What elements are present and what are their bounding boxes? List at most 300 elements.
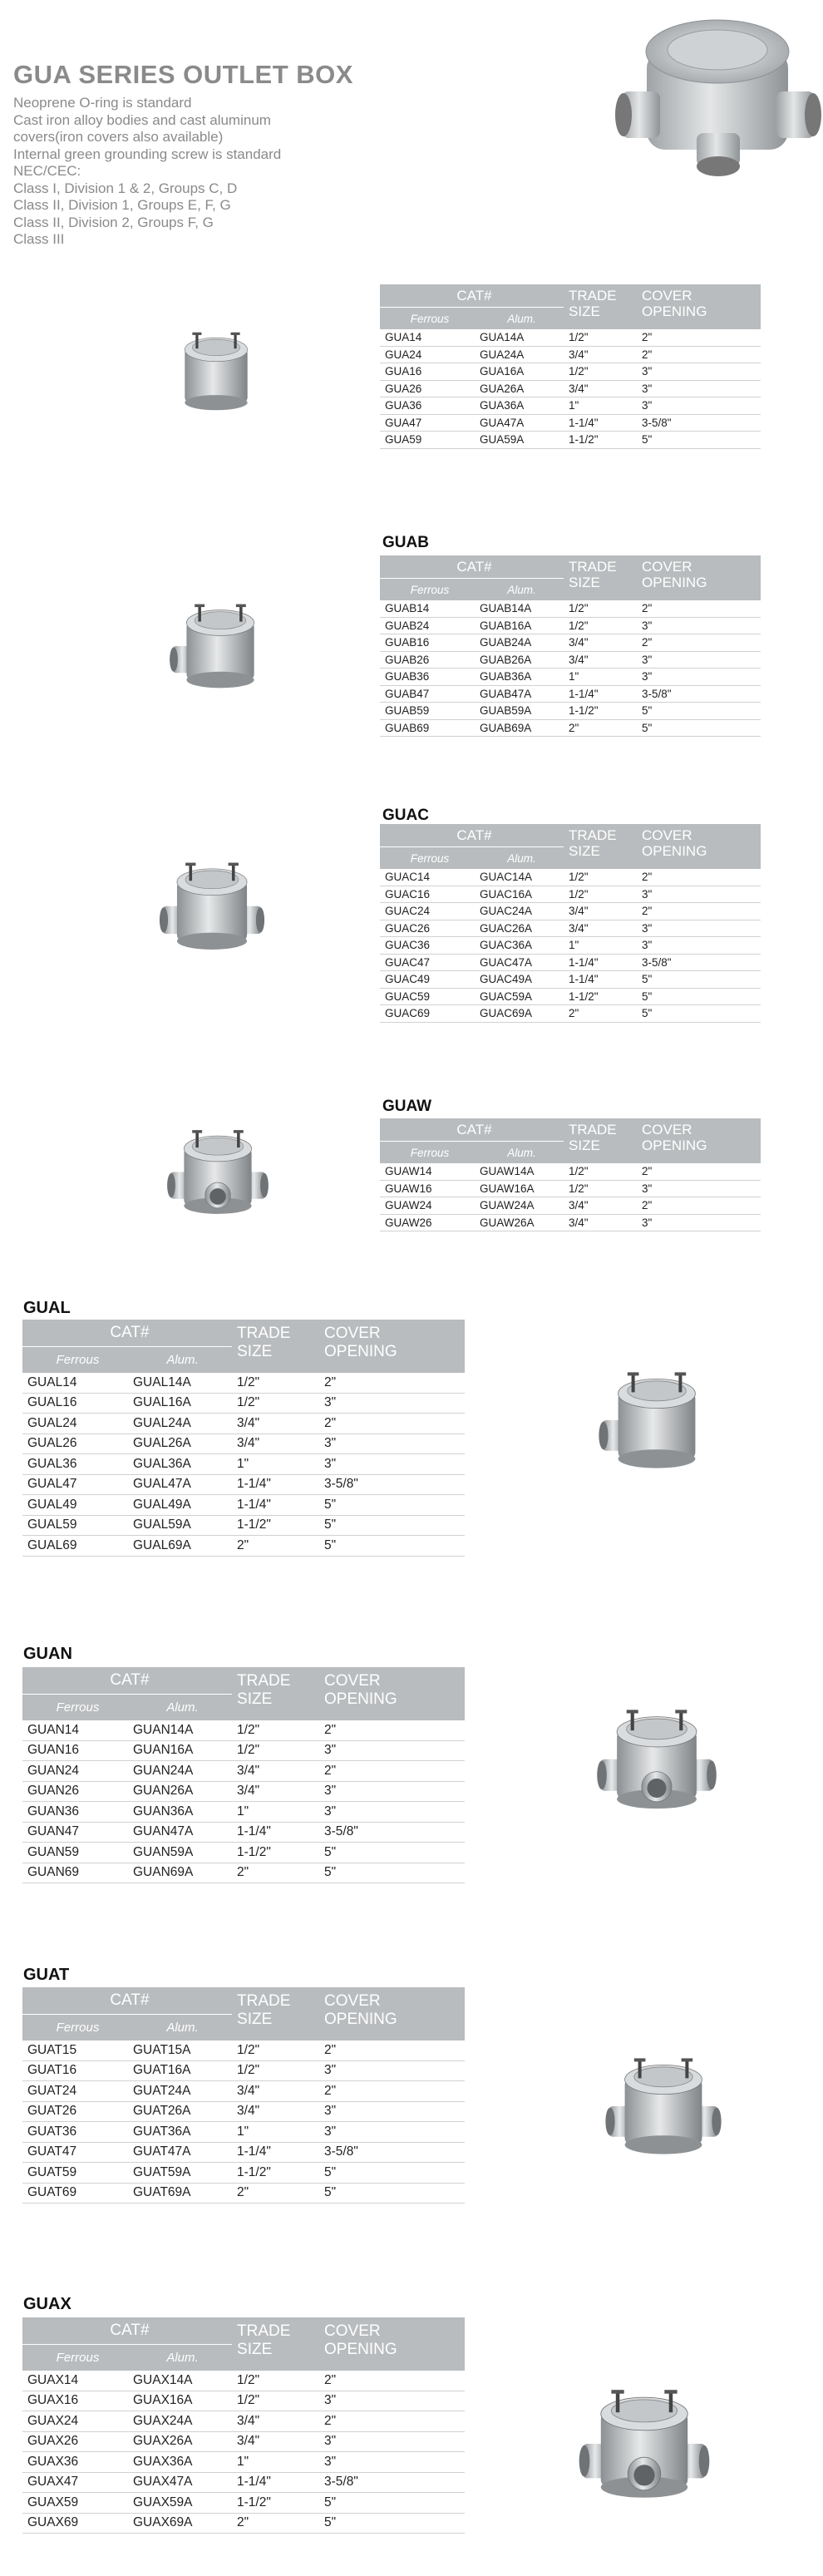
trade-size-cell: 2" — [232, 2183, 319, 2203]
cover-opening-cell: 3-5/8" — [637, 954, 761, 971]
cover-opening-header-line2: OPENING — [324, 1343, 397, 1360]
table-row — [22, 2472, 465, 2493]
alum-cat-cell: GUAB59A — [475, 703, 564, 720]
table-row — [22, 1373, 465, 1393]
spec-table — [22, 1667, 465, 1883]
trade-size-cell: 3/4" — [564, 920, 637, 937]
alum-cat-cell: GUAB26A — [475, 651, 564, 669]
trade-size-cell: 1-1/4" — [564, 685, 637, 703]
alum-cat-cell: GUAB16A — [475, 617, 564, 634]
table-row — [22, 1434, 465, 1454]
cover-opening-cell: 3-5/8" — [637, 414, 761, 432]
alum-cat-cell: GUA26A — [475, 380, 564, 397]
alum-header: Alum. — [128, 2015, 232, 2041]
table-row — [22, 1515, 465, 1536]
section-title: GUAX — [23, 2295, 71, 2313]
table-row — [380, 869, 761, 886]
spec-table — [380, 284, 761, 449]
cover-opening-header-line1: COVER — [642, 288, 692, 303]
section-title: GUAT — [23, 1966, 70, 1984]
intro-line: Neoprene O-ring is standard — [13, 95, 192, 111]
ferrous-header: Ferrous — [22, 1695, 128, 1721]
table-row — [22, 2391, 465, 2411]
table-row — [22, 2081, 465, 2102]
alum-cat-cell: GUAX69A — [128, 2513, 232, 2534]
table-row — [22, 2513, 465, 2534]
table-row — [380, 414, 761, 432]
alum-cat-cell: GUAC14A — [475, 869, 564, 886]
trade-size-cell: 3/4" — [564, 346, 637, 363]
table-row — [22, 2183, 465, 2203]
cover-opening-cell: 3-5/8" — [319, 2142, 465, 2163]
cover-opening-header — [319, 1987, 465, 2041]
alum-cat-cell: GUAB69A — [475, 719, 564, 737]
ferrous-cat-cell: GUAB16 — [380, 634, 475, 652]
trade-size-cell: 3/4" — [232, 2101, 319, 2122]
ferrous-cat-cell: GUA16 — [380, 363, 475, 381]
table-row — [380, 937, 761, 955]
trade-size-cell: 1" — [232, 1802, 319, 1823]
cover-opening-cell: 3" — [319, 1434, 465, 1454]
cover-opening-cell: 5" — [319, 1495, 465, 1516]
ferrous-cat-cell: GUA26 — [380, 380, 475, 397]
ferrous-cat-cell: GUAN36 — [22, 1802, 128, 1823]
cover-opening-cell: 2" — [319, 2411, 465, 2432]
table-row — [22, 2101, 465, 2122]
trade-size-cell: 2" — [232, 1863, 319, 1883]
intro-line: covers(iron covers also available) — [13, 129, 224, 145]
ferrous-cat-cell: GUAN47 — [22, 1822, 128, 1843]
outlet-box-image — [162, 574, 278, 707]
cover-opening-cell: 5" — [637, 1005, 761, 1023]
table-row — [380, 397, 761, 415]
cover-opening-cell: 5" — [319, 1515, 465, 1536]
alum-cat-cell: GUAC49A — [475, 971, 564, 989]
table-row — [22, 2122, 465, 2143]
trade-size-cell: 1-1/2" — [564, 432, 637, 449]
alum-header: Alum. — [475, 1142, 564, 1164]
cover-opening-header-line2: OPENING — [642, 575, 707, 590]
alum-cat-cell: GUAL26A — [128, 1434, 232, 1454]
cover-opening-cell: 3-5/8" — [319, 1474, 465, 1495]
trade-size-header-line2: SIZE — [569, 575, 600, 590]
trade-size-cell: 1-1/4" — [564, 954, 637, 971]
cover-opening-cell: 2" — [319, 1761, 465, 1782]
ferrous-cat-cell: GUAL16 — [22, 1393, 128, 1414]
cover-opening-cell: 2" — [637, 346, 761, 363]
table-row — [22, 1740, 465, 1761]
table-row — [380, 600, 761, 617]
ferrous-cat-cell: GUAT59 — [22, 2163, 128, 2184]
cover-opening-header-line1: COVER — [324, 1325, 381, 1342]
cover-opening-header-line2: OPENING — [642, 843, 707, 859]
cover-opening-cell: 5" — [319, 2183, 465, 2203]
trade-size-header-line1: TRADE — [569, 827, 617, 843]
alum-cat-cell: GUAC24A — [475, 903, 564, 920]
table-row — [380, 1214, 761, 1231]
trade-size-header-line2: SIZE — [237, 2011, 273, 2028]
cat-header: CAT# — [22, 1667, 232, 1695]
table-row — [22, 2142, 465, 2163]
ferrous-cat-cell: GUAN59 — [22, 1843, 128, 1863]
trade-size-cell: 1" — [564, 937, 637, 955]
alum-cat-cell: GUAW16A — [475, 1180, 564, 1197]
table-row — [380, 329, 761, 346]
table-row — [380, 1180, 761, 1197]
trade-size-cell: 1-1/2" — [232, 1515, 319, 1536]
alum-cat-cell: GUAX16A — [128, 2391, 232, 2411]
alum-header: Alum. — [475, 308, 564, 330]
section-title: GUAL — [23, 1299, 71, 1317]
trade-size-header-line1: TRADE — [569, 559, 617, 575]
ferrous-cat-cell: GUAC49 — [380, 971, 475, 989]
ferrous-cat-cell: GUAC24 — [380, 903, 475, 920]
ferrous-cat-cell: GUAX16 — [22, 2391, 128, 2411]
trade-size-header — [232, 1987, 319, 2041]
outlet-box-image — [597, 2029, 730, 2170]
cover-opening-header-line1: COVER — [324, 2322, 381, 2340]
trade-size-cell: 3/4" — [232, 1781, 319, 1802]
table-row — [380, 1197, 761, 1215]
intro-line: Cast iron alloy bodies and cast aluminum — [13, 111, 271, 128]
alum-cat-cell: GUAN16A — [128, 1740, 232, 1761]
alum-header: Alum. — [128, 1695, 232, 1721]
ferrous-cat-cell: GUAN69 — [22, 1863, 128, 1883]
trade-size-cell: 1-1/4" — [564, 414, 637, 432]
ferrous-cat-cell: GUAL59 — [22, 1515, 128, 1536]
alum-cat-cell: GUAT24A — [128, 2081, 232, 2102]
cover-opening-cell: 2" — [319, 1373, 465, 1393]
ferrous-cat-cell: GUAC26 — [380, 920, 475, 937]
ferrous-cat-cell: GUAX26 — [22, 2431, 128, 2452]
ferrous-cat-cell: GUAC36 — [380, 937, 475, 955]
cover-opening-cell: 3" — [319, 1454, 465, 1475]
alum-cat-cell: GUAW14A — [475, 1163, 564, 1180]
cover-opening-cell: 5" — [319, 1843, 465, 1863]
ferrous-cat-cell: GUAX47 — [22, 2472, 128, 2493]
cover-opening-cell: 5" — [637, 971, 761, 989]
table-row — [22, 1761, 465, 1782]
alum-cat-cell: GUAX24A — [128, 2411, 232, 2432]
table-row — [22, 1536, 465, 1557]
trade-size-cell: 1-1/2" — [232, 2493, 319, 2514]
table-row — [22, 2411, 465, 2432]
trade-size-cell: 3/4" — [232, 1434, 319, 1454]
ferrous-cat-cell: GUAN24 — [22, 1761, 128, 1782]
cover-opening-header — [637, 1118, 761, 1163]
alum-cat-cell: GUAC47A — [475, 954, 564, 971]
table-row — [380, 651, 761, 669]
cover-opening-header — [319, 1320, 465, 1373]
cover-opening-header — [319, 1667, 465, 1720]
cat-header: CAT# — [22, 1987, 232, 2015]
cover-opening-cell: 3-5/8" — [319, 2472, 465, 2493]
outlet-box-image — [160, 1106, 276, 1226]
ferrous-cat-cell: GUAL14 — [22, 1373, 128, 1393]
table-row — [22, 2371, 465, 2391]
cover-opening-header-line1: COVER — [324, 1672, 381, 1690]
alum-cat-cell: GUAB36A — [475, 669, 564, 686]
alum-cat-cell: GUAC36A — [475, 937, 564, 955]
ferrous-cat-cell: GUAB36 — [380, 669, 475, 686]
trade-size-cell: 1/2" — [232, 1373, 319, 1393]
trade-size-cell: 3/4" — [232, 2431, 319, 2452]
ferrous-header: Ferrous — [22, 1347, 128, 1374]
ferrous-header: Ferrous — [22, 2015, 128, 2041]
trade-size-cell: 2" — [564, 1005, 637, 1023]
trade-size-header — [564, 1118, 637, 1163]
ferrous-cat-cell: GUAN26 — [22, 1781, 128, 1802]
cat-header: CAT# — [380, 284, 564, 308]
table-row — [22, 2493, 465, 2514]
cover-opening-cell: 5" — [319, 1536, 465, 1557]
alum-cat-cell: GUAW26A — [475, 1214, 564, 1231]
trade-size-header-line1: TRADE — [569, 288, 617, 303]
trade-size-cell: 1-1/2" — [564, 703, 637, 720]
section-title: GUAB — [382, 534, 429, 551]
alum-cat-cell: GUAN26A — [128, 1781, 232, 1802]
cat-header: CAT# — [380, 555, 564, 579]
ferrous-header: Ferrous — [380, 308, 475, 330]
alum-cat-cell: GUAB14A — [475, 600, 564, 617]
spec-table — [22, 1987, 465, 2203]
alum-cat-cell: GUAN24A — [128, 1761, 232, 1782]
section-title: GUAC — [382, 807, 429, 824]
intro-line: NEC/CEC: — [13, 163, 81, 179]
trade-size-cell: 3/4" — [232, 1761, 319, 1782]
ferrous-cat-cell: GUAW26 — [380, 1214, 475, 1231]
trade-size-cell: 3/4" — [564, 1214, 637, 1231]
alum-cat-cell: GUAN36A — [128, 1802, 232, 1823]
ferrous-cat-cell: GUAT47 — [22, 2142, 128, 2163]
alum-cat-cell: GUAN69A — [128, 1863, 232, 1883]
cover-opening-header-line1: COVER — [642, 1122, 692, 1137]
table-row — [22, 1863, 465, 1883]
trade-size-cell: 1/2" — [564, 869, 637, 886]
cover-opening-header-line1: COVER — [642, 559, 692, 575]
cover-opening-cell: 5" — [319, 2163, 465, 2184]
intro-text — [13, 95, 404, 249]
spec-table — [22, 1320, 465, 1557]
cover-opening-header-line2: OPENING — [324, 2011, 397, 2028]
cover-opening-cell: 3" — [637, 669, 761, 686]
cover-opening-cell: 2" — [319, 2371, 465, 2391]
outlet-box-image — [162, 308, 270, 424]
cover-opening-cell: 3" — [319, 2060, 465, 2081]
cover-opening-header — [319, 2317, 465, 2371]
alum-cat-cell: GUAL49A — [128, 1495, 232, 1516]
trade-size-cell: 3/4" — [232, 2081, 319, 2102]
table-row — [380, 363, 761, 381]
ferrous-cat-cell: GUAT16 — [22, 2060, 128, 2081]
ferrous-cat-cell: GUAC14 — [380, 869, 475, 886]
ferrous-cat-cell: GUAN14 — [22, 1720, 128, 1740]
cover-opening-cell: 5" — [319, 2493, 465, 2514]
cover-opening-header — [637, 824, 761, 869]
cover-opening-header — [637, 284, 761, 329]
ferrous-header: Ferrous — [22, 2345, 128, 2371]
cover-opening-cell: 3" — [319, 1393, 465, 1414]
ferrous-cat-cell: GUAL36 — [22, 1454, 128, 1475]
table-row — [22, 1454, 465, 1475]
trade-size-cell: 1" — [232, 2122, 319, 2143]
trade-size-cell: 1" — [564, 397, 637, 415]
trade-size-cell: 3/4" — [564, 634, 637, 652]
trade-size-cell: 3/4" — [232, 1414, 319, 1434]
table-row — [22, 1781, 465, 1802]
trade-size-cell: 1" — [564, 669, 637, 686]
trade-size-cell: 1-1/2" — [232, 1843, 319, 1863]
intro-line: Internal green grounding screw is standard — [13, 146, 282, 162]
alum-header: Alum. — [475, 579, 564, 601]
trade-size-cell: 1" — [232, 1454, 319, 1475]
cat-header: CAT# — [22, 2317, 232, 2345]
trade-size-cell: 1-1/4" — [232, 1474, 319, 1495]
trade-size-cell: 1/2" — [564, 1180, 637, 1197]
trade-size-cell: 3/4" — [564, 1197, 637, 1215]
cover-opening-cell: 3-5/8" — [319, 1822, 465, 1843]
trade-size-header — [232, 1667, 319, 1720]
cover-opening-cell: 2" — [637, 1163, 761, 1180]
alum-cat-cell: GUAT16A — [128, 2060, 232, 2081]
alum-cat-cell: GUAT69A — [128, 2183, 232, 2203]
cover-opening-cell: 2" — [637, 634, 761, 652]
cover-opening-cell: 2" — [637, 869, 761, 886]
table-row — [22, 1393, 465, 1414]
intro-line: Class III — [13, 231, 65, 247]
ferrous-cat-cell: GUAT24 — [22, 2081, 128, 2102]
alum-cat-cell: GUAX26A — [128, 2431, 232, 2452]
alum-header: Alum. — [128, 1347, 232, 1374]
cover-opening-cell: 5" — [637, 988, 761, 1005]
ferrous-cat-cell: GUAL69 — [22, 1536, 128, 1557]
trade-size-cell: 1/2" — [232, 1393, 319, 1414]
ferrous-cat-cell: GUA36 — [380, 397, 475, 415]
spec-table — [380, 824, 761, 1023]
ferrous-cat-cell: GUAB59 — [380, 703, 475, 720]
alum-cat-cell: GUAN14A — [128, 1720, 232, 1740]
ferrous-cat-cell: GUAT15 — [22, 2041, 128, 2060]
alum-cat-cell: GUAT36A — [128, 2122, 232, 2143]
trade-size-cell: 1-1/2" — [232, 2163, 319, 2184]
table-row — [380, 1005, 761, 1023]
alum-cat-cell: GUAL24A — [128, 1414, 232, 1434]
alum-header: Alum. — [475, 847, 564, 870]
trade-size-cell: 1/2" — [232, 2060, 319, 2081]
alum-cat-cell: GUA16A — [475, 363, 564, 381]
trade-size-header-line1: TRADE — [237, 1325, 291, 1342]
ferrous-cat-cell: GUAB14 — [380, 600, 475, 617]
cover-opening-cell: 3" — [637, 1214, 761, 1231]
cover-opening-header-line2: OPENING — [642, 303, 707, 319]
cover-opening-cell: 2" — [319, 2081, 465, 2102]
section-title: GUAN — [23, 1645, 72, 1663]
table-row — [22, 1843, 465, 1863]
alum-cat-cell: GUAT59A — [128, 2163, 232, 2184]
ferrous-cat-cell: GUA47 — [380, 414, 475, 432]
trade-size-cell: 3/4" — [564, 903, 637, 920]
table-row — [22, 2060, 465, 2081]
alum-cat-cell: GUAC59A — [475, 988, 564, 1005]
spec-table — [380, 1118, 761, 1231]
table-row — [380, 988, 761, 1005]
table-row — [22, 2431, 465, 2452]
cover-opening-cell: 3" — [319, 2122, 465, 2143]
ferrous-cat-cell: GUAX14 — [22, 2371, 128, 2391]
trade-size-header-line1: TRADE — [237, 2322, 291, 2340]
ferrous-cat-cell: GUAL49 — [22, 1495, 128, 1516]
ferrous-cat-cell: GUAB26 — [380, 651, 475, 669]
trade-size-cell: 1/2" — [232, 1740, 319, 1761]
ferrous-header: Ferrous — [380, 1142, 475, 1164]
table-row — [22, 1474, 465, 1495]
cover-opening-cell: 3" — [637, 886, 761, 903]
alum-cat-cell: GUAB24A — [475, 634, 564, 652]
trade-size-header-line2: SIZE — [569, 1137, 600, 1153]
spec-table — [380, 555, 761, 737]
alum-cat-cell: GUAC26A — [475, 920, 564, 937]
ferrous-cat-cell: GUAN16 — [22, 1740, 128, 1761]
cover-opening-cell: 2" — [319, 1414, 465, 1434]
table-row — [22, 2041, 465, 2060]
cover-opening-cell: 3" — [637, 920, 761, 937]
alum-cat-cell: GUAX47A — [128, 2472, 232, 2493]
ferrous-cat-cell: GUAX24 — [22, 2411, 128, 2432]
table-row — [22, 2163, 465, 2184]
trade-size-cell: 1-1/4" — [232, 2472, 319, 2493]
cover-opening-cell: 3" — [319, 1802, 465, 1823]
alum-cat-cell: GUAX14A — [128, 2371, 232, 2391]
ferrous-cat-cell: GUAB24 — [380, 617, 475, 634]
trade-size-cell: 3/4" — [564, 651, 637, 669]
table-row — [22, 2452, 465, 2473]
table-row — [380, 971, 761, 989]
trade-size-cell: 1/2" — [564, 1163, 637, 1180]
cover-opening-cell: 2" — [319, 2041, 465, 2060]
trade-size-header — [564, 555, 637, 600]
cover-opening-header — [637, 555, 761, 600]
alum-cat-cell: GUA14A — [475, 329, 564, 346]
trade-size-cell: 1/2" — [232, 2041, 319, 2060]
table-row — [380, 920, 761, 937]
trade-size-cell: 1" — [232, 2452, 319, 2473]
alum-cat-cell: GUAL59A — [128, 1515, 232, 1536]
intro-line: Class II, Division 1, Groups E, F, G — [13, 197, 231, 213]
section-title: GUAW — [382, 1098, 432, 1115]
ferrous-cat-cell: GUA24 — [380, 346, 475, 363]
cover-opening-cell: 5" — [637, 719, 761, 737]
trade-size-cell: 2" — [232, 2513, 319, 2534]
ferrous-cat-cell: GUAW16 — [380, 1180, 475, 1197]
ferrous-cat-cell: GUAT69 — [22, 2183, 128, 2203]
cover-opening-cell: 3" — [637, 363, 761, 381]
alum-cat-cell: GUA47A — [475, 414, 564, 432]
table-row — [22, 1495, 465, 1516]
outlet-box-image — [582, 1347, 732, 1480]
trade-size-cell: 1-1/4" — [232, 1822, 319, 1843]
alum-cat-cell: GUA36A — [475, 397, 564, 415]
cover-opening-cell: 3" — [319, 2452, 465, 2473]
alum-cat-cell: GUAL47A — [128, 1474, 232, 1495]
alum-header: Alum. — [128, 2345, 232, 2371]
alum-cat-cell: GUAN59A — [128, 1843, 232, 1863]
trade-size-cell: 1/2" — [232, 2391, 319, 2411]
trade-size-cell: 1/2" — [564, 617, 637, 634]
cover-opening-cell: 3-5/8" — [637, 685, 761, 703]
ferrous-cat-cell: GUAC59 — [380, 988, 475, 1005]
ferrous-cat-cell: GUAT36 — [22, 2122, 128, 2143]
ferrous-cat-cell: GUAL24 — [22, 1414, 128, 1434]
